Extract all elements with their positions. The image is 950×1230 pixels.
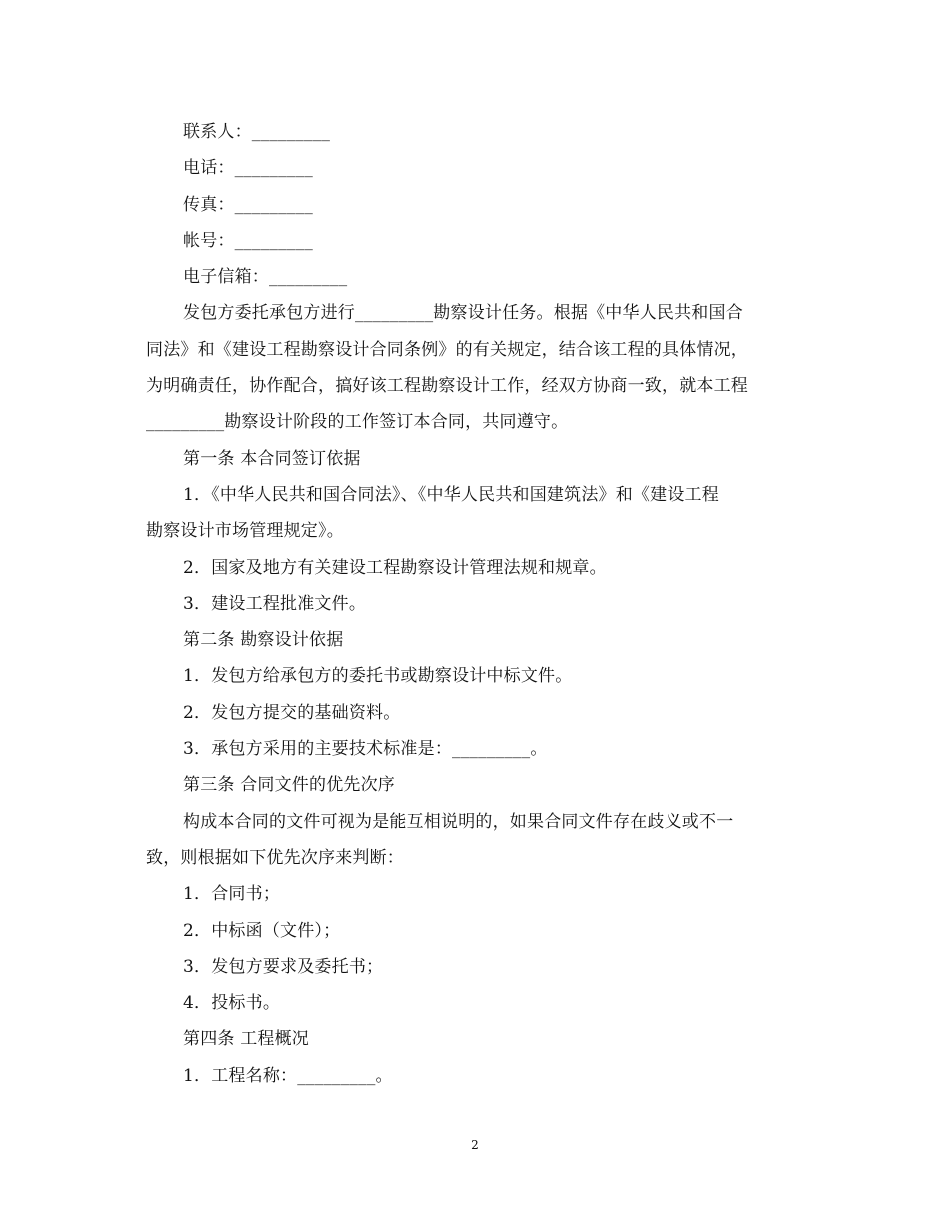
document-line: 电子信箱：_________ xyxy=(183,267,348,288)
page-number: 2 xyxy=(471,1138,479,1152)
document-line: 第三条 合同文件的优先次序 xyxy=(183,775,396,796)
document-line: 构成本合同的文件可视为是能互相说明的，如果合同文件存在歧义或不一 xyxy=(183,811,734,832)
document-line: 4．投标书。 xyxy=(183,993,281,1014)
document-line: 第二条 勘察设计依据 xyxy=(183,630,344,651)
document-line: 为明确责任，协作配合，搞好该工程勘察设计工作，经双方协商一致，就本工程 xyxy=(146,376,748,397)
document-line: 电话：_________ xyxy=(183,158,313,179)
document-line: 1．发包方给承包方的委托书或勘察设计中标文件。 xyxy=(183,666,573,687)
document-line: 致，则根据如下优先次序来判断： xyxy=(146,847,404,868)
document-line: 2．发包方提交的基础资料。 xyxy=(183,702,401,723)
document-line: 1．合同书； xyxy=(183,884,281,905)
document-line: 2．国家及地方有关建设工程勘察设计管理法规和规章。 xyxy=(183,557,607,578)
document-line: _________勘察设计阶段的工作签订本合同，共同遵守。 xyxy=(146,412,569,433)
document-line: 传真：_________ xyxy=(183,194,313,215)
document-line: 勘察设计市场管理规定》。 xyxy=(146,521,344,542)
document-line: 3．建设工程批准文件。 xyxy=(183,593,367,614)
document-body xyxy=(146,114,806,1094)
document-line: 1．工程名称：_________。 xyxy=(183,1065,393,1086)
document-line: 联系人：_________ xyxy=(183,122,331,142)
document-line: 发包方委托承包方进行_________勘察设计任务。根据《中华人民共和国合 xyxy=(183,303,743,324)
document-line: 3．发包方要求及委托书； xyxy=(183,956,384,977)
document-line: 2．中标函（文件）； xyxy=(183,920,341,941)
document-line: 第一条 本合同签订依据 xyxy=(183,448,361,469)
document-line: 3．承包方采用的主要技术标准是：_________。 xyxy=(183,739,548,760)
document-line: 1．《中华人民共和国合同法》、《中华人民共和国建筑法》和《建设工程 xyxy=(183,484,719,505)
document-line: 同法》和《建设工程勘察设计合同条例》的有关规定，结合该工程的具体情况， xyxy=(146,339,748,360)
document-line: 第四条 工程概况 xyxy=(183,1029,310,1050)
document-line: 帐号：_________ xyxy=(183,230,313,251)
